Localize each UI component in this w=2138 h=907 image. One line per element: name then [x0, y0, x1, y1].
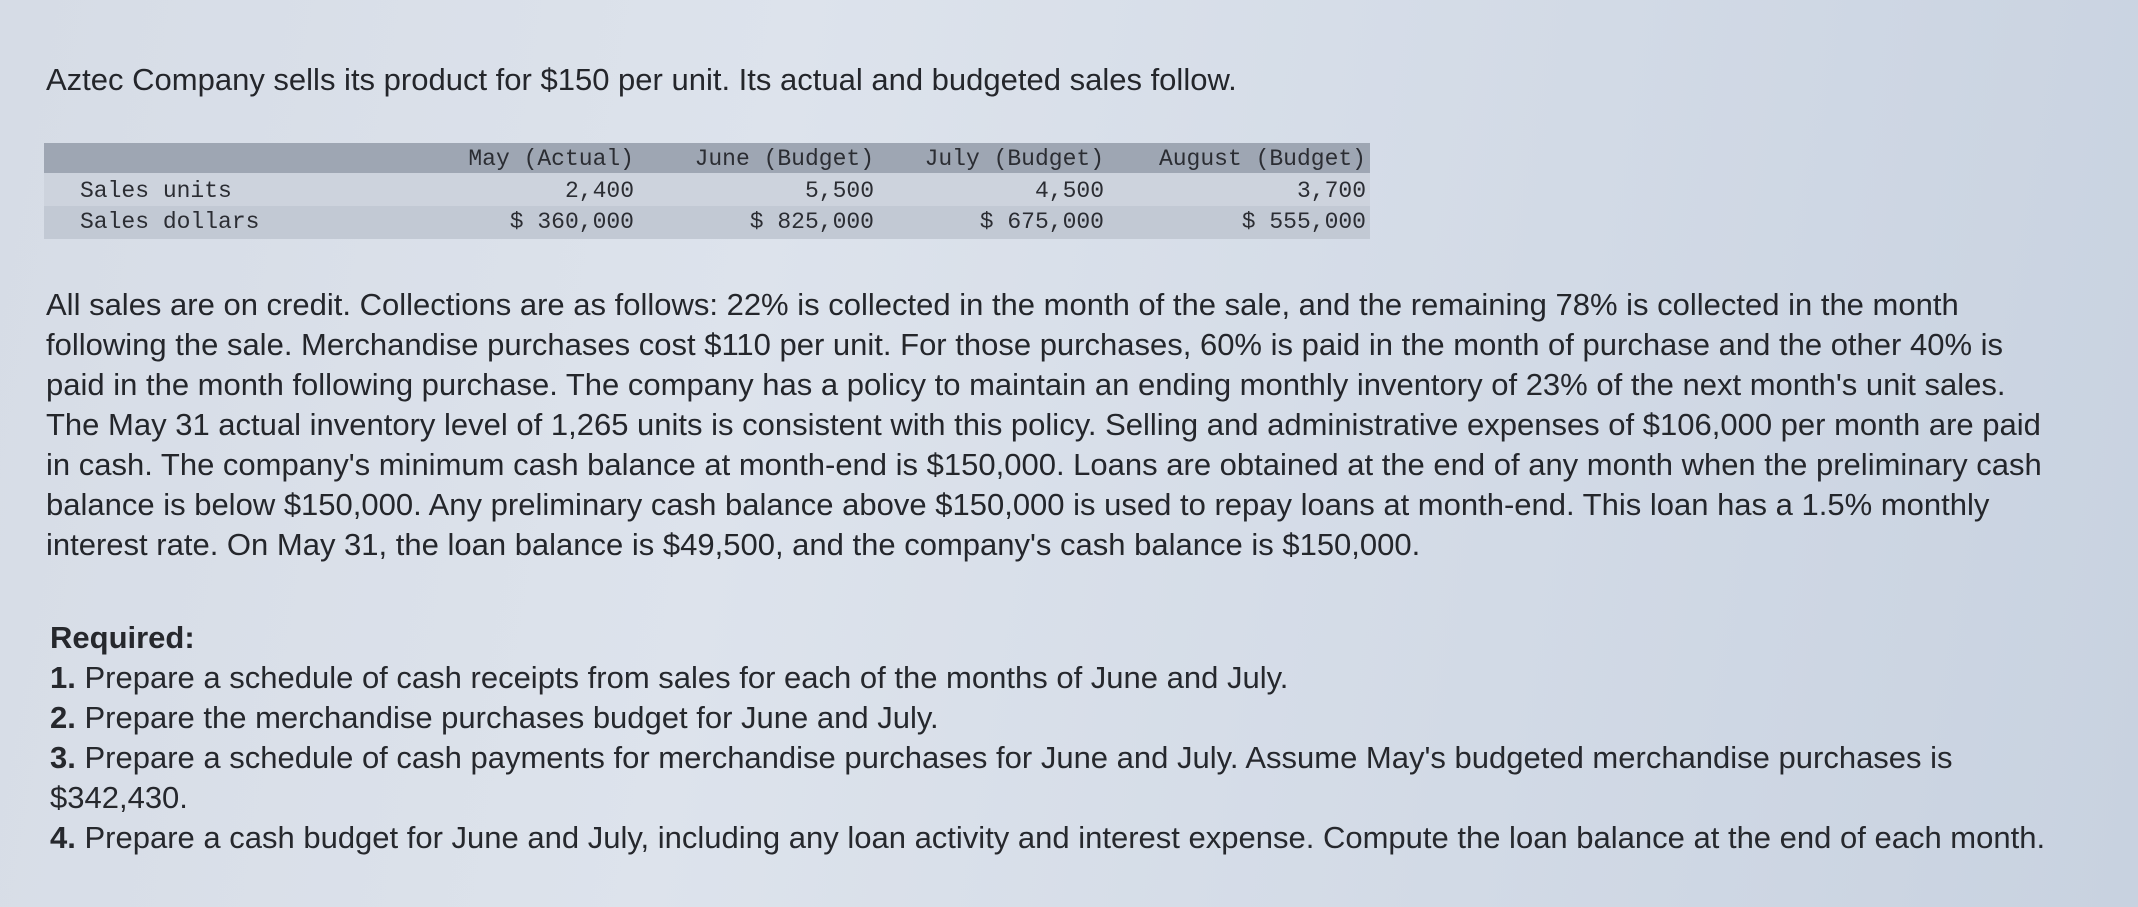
item-number: 1.	[50, 660, 76, 695]
item-number: 3.	[50, 740, 76, 775]
item-text: Prepare the merchandise purchases budget for June and July.	[84, 700, 939, 735]
row-label-sales-dollars: Sales dollars	[80, 209, 260, 235]
item-text: Prepare a schedule of cash receipts from sales for each of the months of June and July.	[84, 660, 1289, 695]
required-item-2	[50, 698, 2060, 738]
problem-description	[46, 285, 2066, 565]
required-heading: Required:	[50, 620, 195, 655]
sales-units-may: 2,400	[564, 178, 634, 204]
sales-units-july: 4,500	[1034, 178, 1104, 204]
required-item-1	[50, 658, 2060, 698]
item-number: 2.	[50, 700, 76, 735]
sales-units-august: 3,700	[1296, 178, 1366, 204]
column-header-may: May (Actual)	[468, 146, 634, 172]
item-text: Prepare a schedule of cash payments for merchandise purchases for June and July. Assume May's budgeted merchandise purchases is $342,430.	[50, 740, 1953, 815]
column-header-august: August (Budget)	[1158, 146, 1366, 172]
required-item-3	[50, 738, 2060, 818]
column-header-july: July (Budget)	[924, 146, 1104, 172]
sales-dollars-august: $ 555,000	[1241, 209, 1366, 235]
required-section	[50, 618, 2060, 858]
sales-dollars-july: $ 675,000	[979, 209, 1104, 235]
column-header-june: June (Budget)	[694, 146, 874, 172]
item-text: Prepare a cash budget for June and July, including any loan activity and interest expense. Compute the loan balance at the end of each month.	[84, 820, 2046, 855]
item-number: 4.	[50, 820, 76, 855]
intro-text: Aztec Company sells its product for $150 per unit. Its actual and budgeted sales follow.	[46, 62, 1237, 97]
row-label-sales-units: Sales units	[80, 178, 232, 204]
required-list	[50, 658, 2060, 858]
sales-dollars-may: $ 360,000	[509, 209, 634, 235]
sales-table	[44, 143, 1370, 253]
required-item-4	[50, 818, 2060, 858]
description-paragraph: All sales are on credit. Collections are as follows: 22% is collected in the month of the sale, and the remaining 78% is collected in the month following the sale. Merchandise purchases cost $110 per unit. For those purchases, 60% is paid in the month of purchase and the other 40% is paid in the month following purchase. The company has a policy to maintain an ending monthly inventory of 23% of the next month's unit sales. The May 31 actual inventory level of 1,265 units is consistent with this policy. Selling and administrative expenses of $106,000 per month are paid in cash. The company's minimum cash balance at month-end is $150,000. Loans are obtained at the end of any month when the preliminary cash balance is below $150,000. Any preliminary cash balance above $150,000 is used to repay loans at month-end. This loan has a 1.5% monthly interest rate. On May 31, the loan balance is $49,500, and the company's cash balance is $150,000.	[46, 287, 2042, 562]
sales-units-june: 5,500	[804, 178, 874, 204]
sales-dollars-june: $ 825,000	[749, 209, 874, 235]
